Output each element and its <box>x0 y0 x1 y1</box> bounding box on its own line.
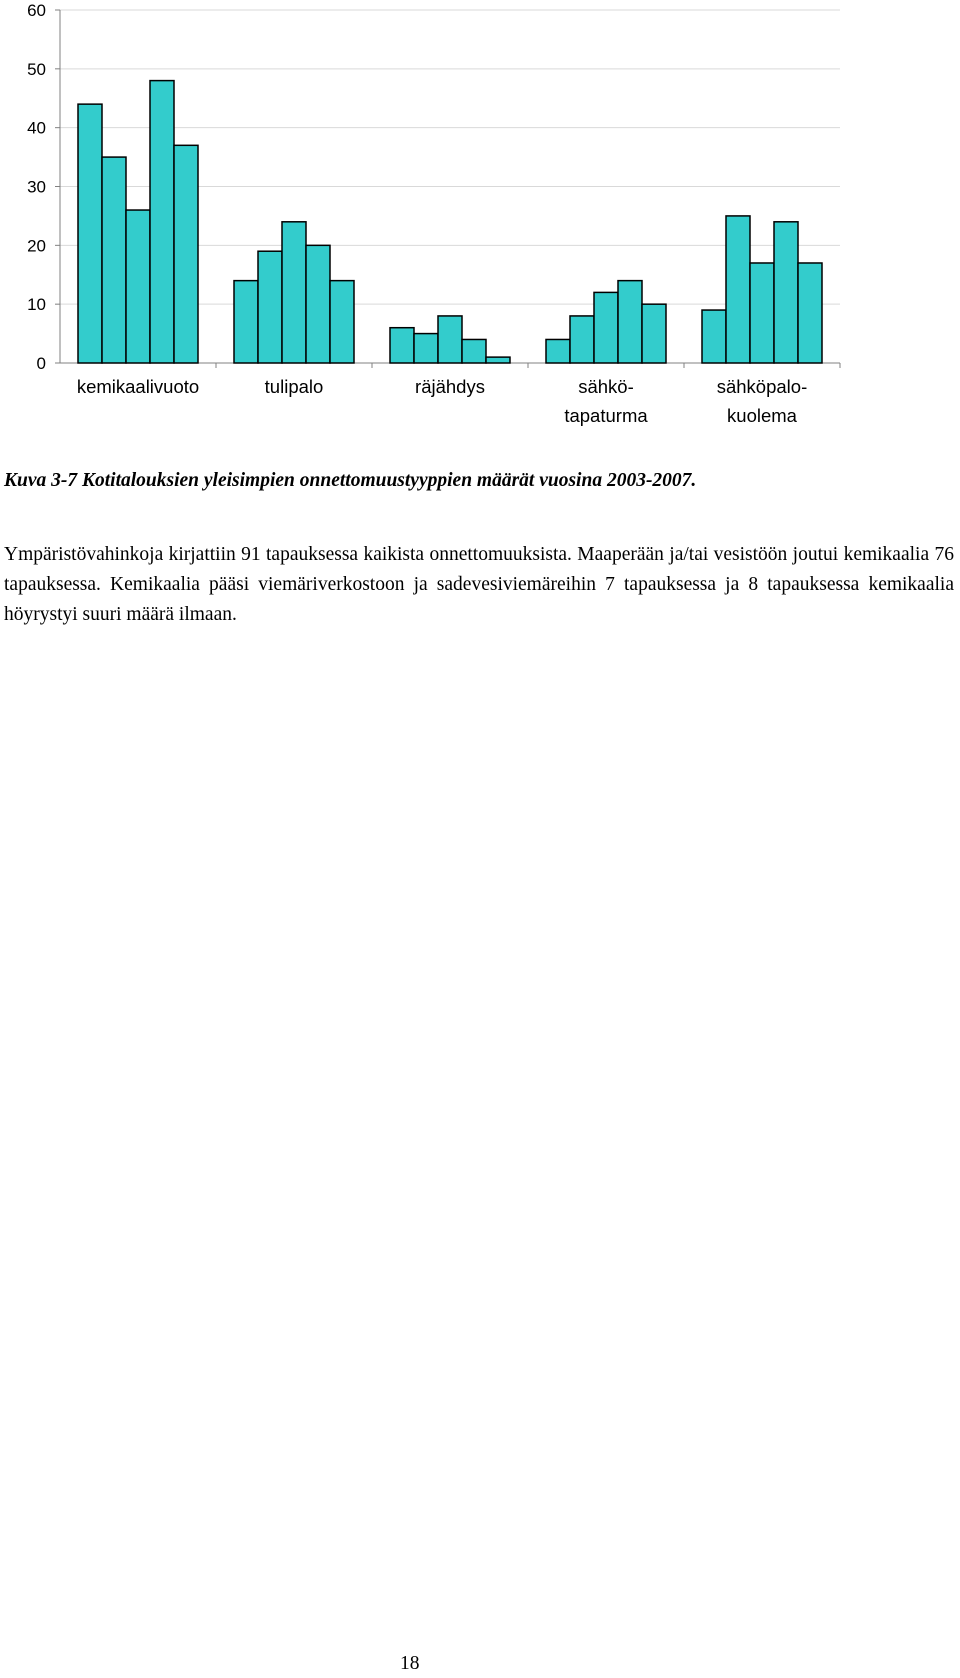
bar <box>258 251 282 363</box>
bar <box>798 263 822 363</box>
bar <box>486 357 510 363</box>
y-tick-label: 40 <box>27 118 46 138</box>
bar <box>78 104 102 363</box>
bar-group <box>78 81 822 363</box>
x-category-label: räjähdys <box>415 376 485 397</box>
y-tick-label: 0 <box>36 354 46 373</box>
figure-caption: Kuva 3-7 Kotitalouksien yleisimpien onnettomuustyyppien määrät vuosina 2003-2007. <box>4 470 697 491</box>
x-category-label: kemikaalivuoto <box>76 376 200 397</box>
bar <box>642 304 666 363</box>
x-category-label: sähköpalo- <box>716 376 808 397</box>
x-category-label: sähkö- <box>578 376 634 397</box>
y-tick-label: 50 <box>27 59 46 79</box>
bar <box>150 81 174 363</box>
x-category-label: kuolema <box>727 405 797 426</box>
bar <box>234 281 258 363</box>
bar <box>282 222 306 363</box>
bar <box>726 216 750 363</box>
bar <box>414 334 438 363</box>
bar <box>570 316 594 363</box>
page-number: 18 <box>400 1653 420 1674</box>
bar <box>102 157 126 363</box>
y-tick-label: 30 <box>27 177 46 197</box>
bar <box>750 263 774 363</box>
y-tick-label: 10 <box>27 295 46 315</box>
y-tick-label: 20 <box>27 236 46 256</box>
bar <box>702 310 726 363</box>
x-category-label: tapaturma <box>564 405 648 426</box>
bar <box>126 210 150 363</box>
bar <box>774 222 798 363</box>
bar <box>390 328 414 363</box>
bar <box>306 245 330 363</box>
bar <box>462 339 486 363</box>
bar <box>330 281 354 363</box>
bar <box>546 339 570 363</box>
body-paragraph: Ympäristövahinkoja kirjattiin 91 tapauksessa kaikista onnettomuuksista. Maaperään ja/tai vesistöön joutui kemikaalia 76 tapauksessa. Kemikaalia pääsi viemäriverkostoon ja sadevesiviemäreihin 7 tapauksessa ja 8 tapauksessa kemikaalia höyrystyi suuri määrä ilmaan. <box>4 544 954 625</box>
y-tick-label: 60 <box>27 1 46 20</box>
bar-chart <box>0 0 960 440</box>
bar <box>438 316 462 363</box>
x-category-label: tulipalo <box>264 376 324 397</box>
bar <box>594 292 618 363</box>
bar <box>618 281 642 363</box>
bar <box>174 145 198 363</box>
